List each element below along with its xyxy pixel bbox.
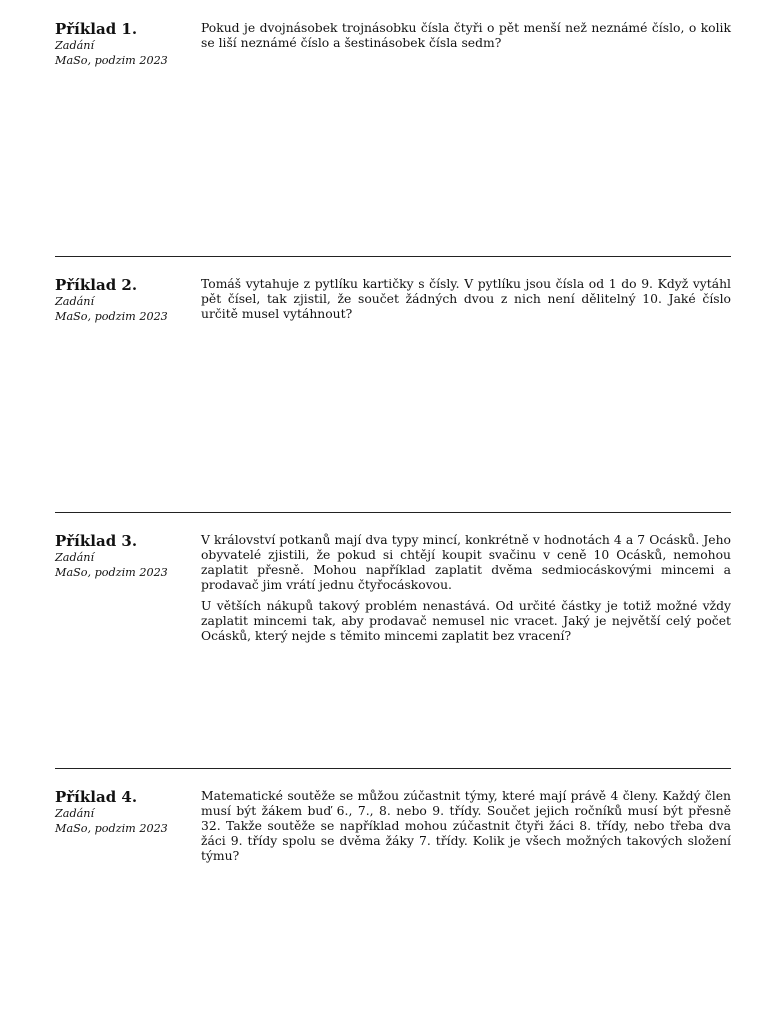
problem-2-label: Zadání [55,295,95,308]
problem-1-title: Příklad 1. [55,20,138,38]
problem-1-source: MaSo, podzim 2023 [55,54,168,67]
problem-4-paragraph-1: Matematické soutěže se můžou zúčastnit týmy, které mají právě 4 členy. Každý člen musí být žákem buď 6., 7., 8. nebo 9. třídy. Součet jejich ročníků musí být přesně 32. Takže soutěže se například mohou zúčastnit čtyři žáci 8. třídy, nebo třeba dva žáci 9. třídy spolu se dvěma žáky 7. třídy. Kolik je všech možných takových složení týmu? [201,789,731,863]
problem-1-text [201,21,731,57]
problem-3-source: MaSo, podzim 2023 [55,566,168,579]
problem-divider-2 [55,512,731,513]
problem-4-label: Zadání [55,807,95,820]
problem-4-title: Příklad 4. [55,788,138,806]
problem-2-source: MaSo, podzim 2023 [55,310,168,323]
problem-divider-3 [55,768,731,769]
problem-2-paragraph-1: Tomáš vytahuje z pytlíku kartičky s čísly. V pytlíku jsou čísla od 1 do 9. Když vytáhl pět čísel, tak zjistil, že součet žádných dvou z nich není dělitelný 10. Jaké číslo určitě musel vytáhnout? [201,277,731,321]
problem-1-label: Zadání [55,39,95,52]
problem-2-title: Příklad 2. [55,276,138,294]
problem-3-paragraph-2: U větších nákupů takový problém nenastává. Od určité částky je totiž možné vždy zaplatit mincemi tak, aby prodavač nemusel nic vracet. Jaký je největší celý počet Ocásků, který nejde s těmito mincemi zaplatit bez vracení? [201,599,731,643]
problem-4-source: MaSo, podzim 2023 [55,822,168,835]
problem-3-label: Zadání [55,551,95,564]
problem-3-meta [55,532,195,580]
problem-2-meta [55,276,195,324]
problem-3-paragraph-1: V království potkanů mají dva typy mincí, konkrétně v hodnotách 4 a 7 Ocásků. Jeho obyvatelé zjistili, že pokud si chtějí koupit svačinu v ceně 10 Ocásků, nemohou zaplatit přesně. Mohou například zaplatit dvěma sedmiocáskovými mincemi a prodavač jim vrátí jednu čtyřocáskovou. [201,533,731,592]
problem-3-text [201,533,731,650]
problem-4-text [201,789,731,870]
problem-4-meta [55,788,195,836]
problem-divider-1 [55,256,731,257]
problem-1-paragraph-1: Pokud je dvojnásobek trojnásobku čísla čtyři o pět menší než neznámé číslo, o kolik se liší neznámé číslo a šestinásobek čísla sedm? [201,21,731,50]
problem-1-meta [55,20,195,68]
problem-2-text [201,277,731,328]
problem-3-title: Příklad 3. [55,532,138,550]
